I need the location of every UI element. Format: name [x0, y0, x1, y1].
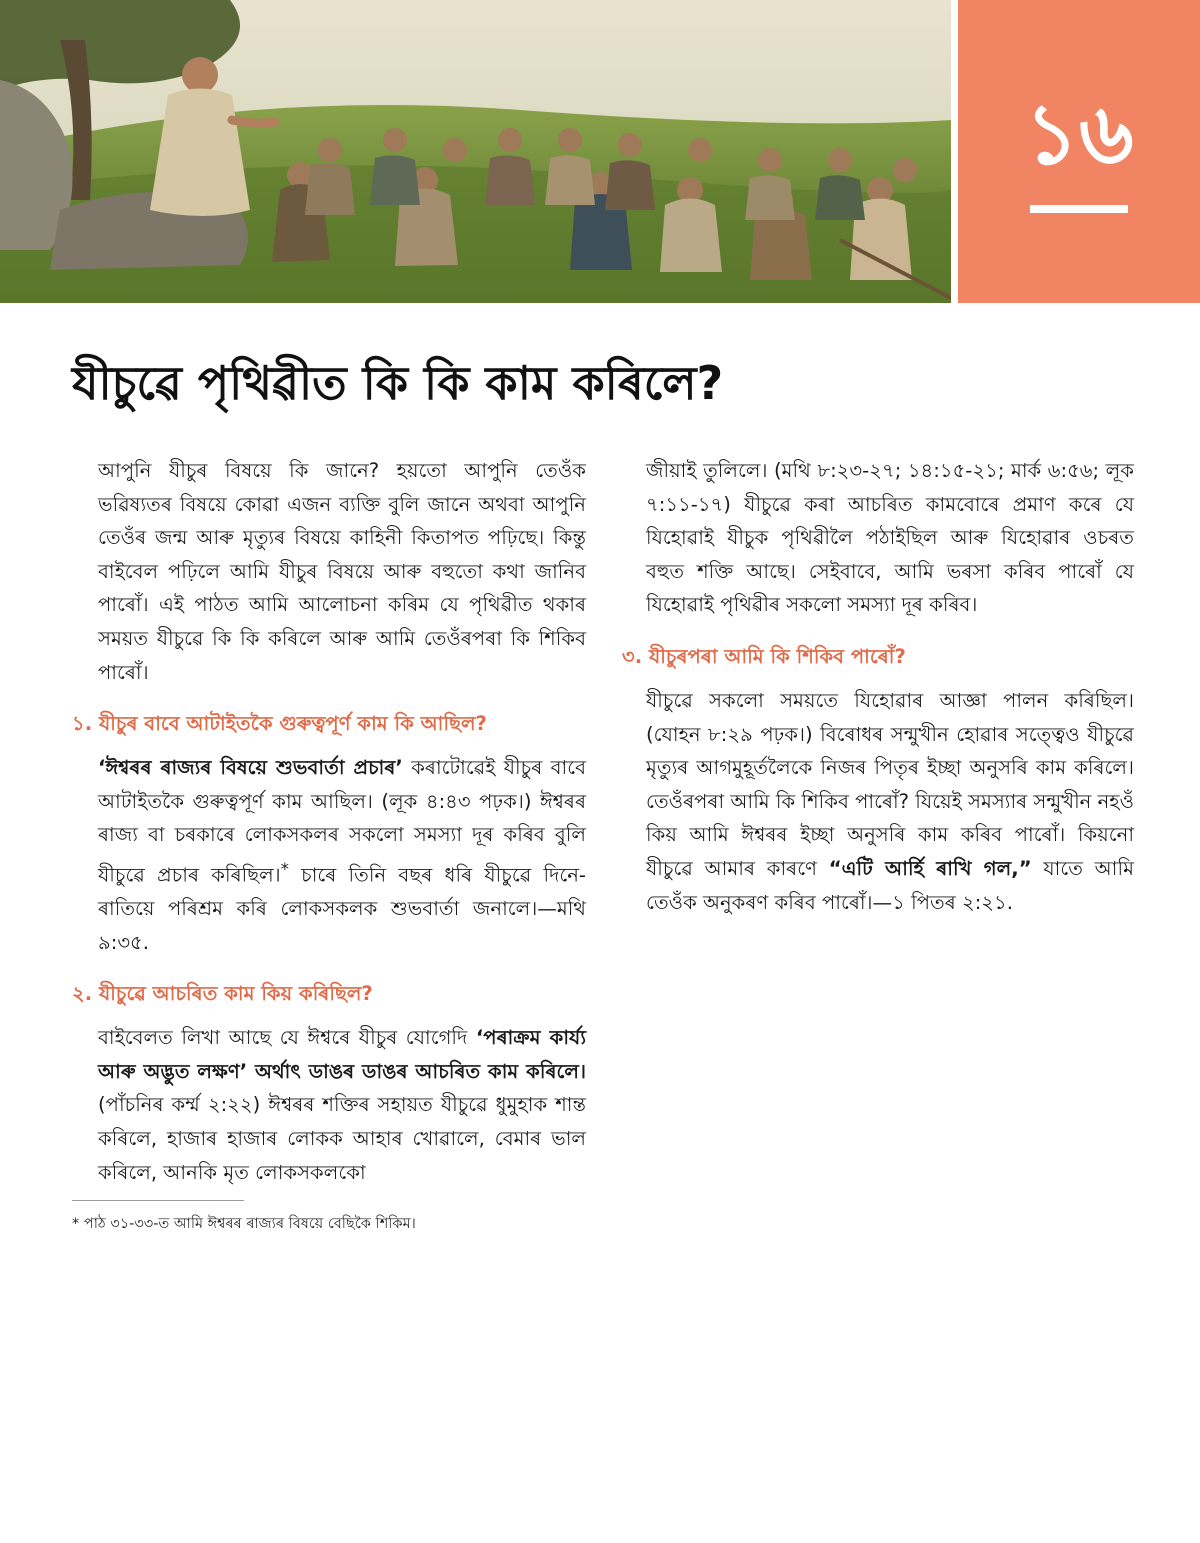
- right-column: [622, 454, 1134, 919]
- footnote-divider: [72, 1200, 244, 1201]
- footnote: * পাঠ ৩১-৩৩-ত আমি ঈশ্বৰৰ ৰাজ্যৰ বিষয়ে বেছিকৈ শিকিম।: [72, 1216, 416, 1232]
- answer-1-bold-lead: ‘ঈশ্বৰৰ ৰাজ্যৰ বিষয়ে শুভবাৰ্তা প্ৰচাৰ’: [98, 756, 403, 780]
- lesson-number-badge: [958, 0, 1200, 303]
- footnote-marker[interactable]: *: [280, 858, 289, 878]
- intro-paragraph: আপুনি যীচুৰ বিষয়ে কি জানে? হয়তো আপুনি তেওঁক ভৱিষ্যতৰ বিষয়ে কোৱা এজন ব্যক্তি বুলি জানে অথবা আপুনি তেওঁৰ জন্ম আৰু মৃত্যুৰ বিষয়ে কাহিনী কিতাপত পঢ়িছে। কিন্তু বাইবেল পঢ়িলে আমি যীচুৰ বিষয়ে আৰু বহুতো কথা জানিব পাৰোঁ। এই পাঠত আমি আলোচনা কৰিম যে পৃথিৱীত থকাৰ সময়ত যীচুৱে কি কি কৰিলে আৰু আমি তেওঁৰপৰা কি শিকিব পাৰোঁ।: [98, 459, 586, 684]
- answer-1-text-b: চাৰে তিনি বছৰ ধৰি যীচুৱে দিনে-ৰাতিয়ে পৰিশ্ৰম কৰি লোকসকলক শুভবাৰ্তা জনালে।—মথি ৯:৩৫.: [98, 863, 586, 954]
- answer-3-text-a: যীচুৱে সকলো সময়তে যিহোৱাৰ আজ্ঞা পালন কৰিছিল। (যোহন ৮:২৯ পঢ়ক।) বিৰোধৰ সন্মুখীন হোৱাৰ সত্ত্বেও যীচুৱে মৃত্যুৰ আগমুহূৰ্তলৈকে নিজৰ পিতৃৰ ইচ্ছা অনুসৰি কাম কৰিলে। তেওঁৰপৰা আমি কি শিকিব পাৰোঁ? যিয়েই সমস্যাৰ সন্মুখীন নহওঁ কিয় আমি ঈশ্বৰৰ ইচ্ছা অনুসৰি কাম কৰিব পাৰোঁ। কিয়নো যীচুৱে আমাৰ কাৰণে: [646, 688, 1135, 880]
- question-2-answer: [72, 1021, 586, 1189]
- lesson-number: ১৬: [1024, 85, 1134, 183]
- left-column: [72, 454, 586, 1189]
- question-1-answer: [72, 751, 586, 959]
- question-3-answer: [622, 684, 1134, 919]
- answer-3-bold-mid: “এটি আৰ্হি ৰাখি গল,”: [828, 856, 1032, 880]
- answer-2-text-a: বাইবেলত লিখা আছে যে ঈশ্বৰে যীচুৰ যোগেদি: [98, 1026, 476, 1050]
- answer-2-text-b: (পাঁচনিৰ কৰ্ম্ম ২:২২) ঈশ্বৰৰ শক্তিৰ সহায়ত যীচুৱে ধুমুহাক শান্ত কৰিলে, হাজাৰ হাজাৰ লোকক আহাৰ খোৱালে, বেমাৰ ভাল কৰিলে, আনকি মৃত লোকসকলকো: [98, 1093, 586, 1184]
- question-2-answer-continued: জীয়াই তুলিলে। (মথি ৮:২৩-২৭; ১৪:১৫-২১; মাৰ্ক ৬:৫৬; লূক ৭:১১-১৭) যীচুৱে কৰা আচৰিত কামবোৰে প্ৰমাণ কৰে যে যিহোৱাই যীচুক পৃথিৱীলৈ পঠাইছিল আৰু যিহোৱাৰ ওচৰত বহুত শক্তি আছে। সেইবাবে, আমি ভৰসা কৰিব পাৰোঁ যে যিহোৱাই পৃথিৱীৰ সকলো সমস্যা দূৰ কৰিব।: [646, 459, 1134, 617]
- question-1-heading: ১. যীচুৰ বাবে আটাইতকৈ গুৰুত্বপূৰ্ণ কাম কি আছিল?: [72, 712, 487, 736]
- answer-3-text-b: যাতে আমি তেওঁক অনুকৰণ কৰিব পাৰোঁ।—১ পিতৰ ২:২১.: [646, 856, 1135, 914]
- answer-1-text-a: কৰাটোৱেই যীচুৰ বাবে আটাইতকৈ গুৰুত্বপূৰ্ণ কাম আছিল। (লূক ৪:৪৩ পঢ়ক।) ঈশ্বৰৰ ৰাজ্য বা চৰকাৰে লোকসকলৰ সকলো সমস্যা দূৰ কৰিব বুলি যীচুৱে প্ৰচাৰ কৰিছিল।: [98, 756, 586, 887]
- answer-2-bold-mid: ‘পৰাক্ৰম কাৰ্য্য আৰু অদ্ভুত লক্ষণ’ অৰ্থাৎ ডাঙৰ ডাঙৰ আচৰিত কাম কৰিলে।: [98, 1026, 586, 1083]
- page-title: যীচুৱে পৃথিৱীত কি কি কাম কৰিলে?: [72, 356, 724, 410]
- badge-underline: [1030, 205, 1128, 213]
- question-2-heading: ২. যীচুৱে আচৰিত কাম কিয় কৰিছিল?: [72, 982, 373, 1006]
- hero-illustration: [0, 0, 951, 303]
- question-3-heading: ৩. যীচুৰপৰা আমি কি শিকিব পাৰোঁ?: [622, 644, 906, 668]
